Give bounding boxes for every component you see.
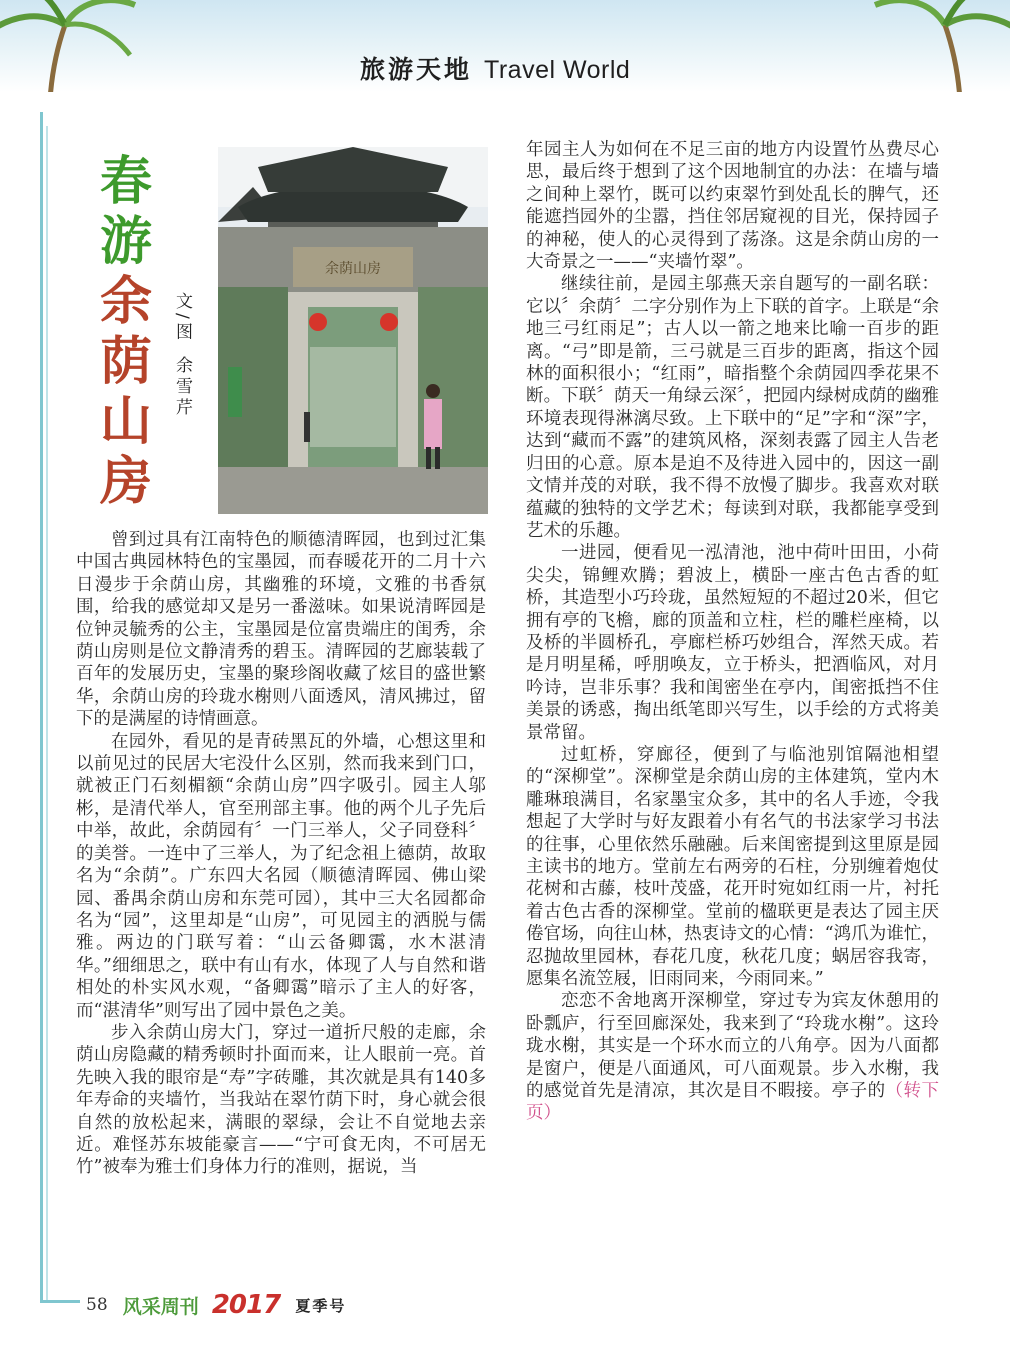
decorative-border-bar <box>40 1300 80 1303</box>
article-title-char: 春 <box>100 151 153 212</box>
continued-next-page-link[interactable]: （转下页） <box>526 1081 940 1124</box>
garden-gate-photo <box>218 147 488 514</box>
article-column-left <box>76 529 486 1179</box>
article-paragraph: 步入余荫山房大门，穿过一道折尺般的走廊，余荫山房隐藏的精秀顿时扑面而来，让人眼前一亮。首先映入我的眼帘是“寿”字砖雕，其次就是具有140多年寿命的夹墙竹，当我站在翠竹荫下时，身心就会很自然的放松起来，满眼的翠绿，会让不自觉地去亲近。难怪苏东坡能豪言——“宁可食无肉，不可居无竹”被奉为雅士们身体力行的准则，据说，当 <box>76 1022 486 1178</box>
article-title-char: 山 <box>100 391 153 452</box>
section-title <box>360 50 630 86</box>
article-title-char: 游 <box>100 211 153 272</box>
page-footer <box>86 1290 347 1320</box>
article-column-right <box>526 139 939 1125</box>
article-title-char: 荫 <box>100 331 153 392</box>
palm-tree-illustration <box>870 0 1010 92</box>
issue-year: 2017 <box>211 1290 281 1320</box>
article-paragraph: 继续往前，是园主邬燕天亲自题写的一副名联：它以〞余荫〞二字分别作为上下联的首字。上联是“余地三弓红雨足”；古人以一箭之地来比喻一百步的距离。“弓”即是箭，三弓就是三百步的距离，指这个园林的面积很小；“红雨”，暗指整个余荫园四季花果不断。下联〞荫天一角绿云深〞，把园内绿树成荫的幽雅环境表现得淋漓尽致。上下联中的“足”字和“深”字，达到“藏而不露”的建筑风格，深刻表露了园主人告老归田的心意。原本是迫不及待进入园中的，因这一副文情并茂的对联，我不得不放慢了脚步。我喜欢对联蕴藏的独特的文学艺术；每读到对联，我都能享受到艺术的乐趣。 <box>526 274 939 541</box>
article-photo <box>218 147 488 514</box>
section-title-en: Travel World <box>484 56 631 84</box>
article-paragraph: 一进园，便看见一泓清池，池中荷叶田田，小荷尖尖，锦鲤欢腾；碧波上，横卧一座古色古香的虹桥，其造型小巧玲珑，虽然短短的不超过20米，但它拥有亭的飞檐，廊的顶盖和立柱，栏的雕栏座椅，以及桥的半圆桥孔，亭廊栏桥巧妙组合，浑然天成。若是月明星稀，呼朋唤友，立于桥头，把酒临风，对月吟诗，岂非乐事？我和闺密坐在亭内，闺密抵挡不住美景的诱惑，掏出纸笔即兴写生，以手绘的方式将美景常留。 <box>526 543 939 743</box>
article-paragraph: 曾到过具有江南特色的顺德清晖园，也到过汇集中国古典园林特色的宝墨园，而春暖花开的二月十六日漫步于余荫山房，其幽雅的环境，文雅的书香氛围，给我的感觉却又是另一番滋味。如果说清晖园是位钟灵毓秀的公主，宝墨园是位富贵端庄的闺秀，余荫山房则是位文静清秀的碧玉。清晖园的艺廊装载了百年的发展历史，宝墨的聚珍阁收藏了炫目的盛世繁华，余荫山房的玲珑水榭则八面透风，清风拂过，留下的是满屋的诗情画意。 <box>76 530 486 730</box>
gate-signboard-text: 余荫山房 <box>325 261 381 277</box>
article-title <box>100 152 160 512</box>
issue-season: 夏季号 <box>295 1296 347 1315</box>
decorative-border-bar <box>40 112 43 1302</box>
person-figure <box>424 399 442 449</box>
magazine-name: 风采周刊 <box>122 1295 199 1318</box>
palm-tree-illustration <box>0 0 140 92</box>
red-lantern <box>309 313 327 331</box>
page-header-banner <box>0 0 1010 92</box>
article-paragraph <box>526 990 939 1124</box>
article-paragraph: 年园主人为如何在不足三亩的地方内设置竹丛费尽心思，最后终于想到了这个因地制宜的办法：在墙与墙之间种上翠竹，既可以约束翠竹到处乱长的脾气，还能遮挡园外的尘嚣，挡住邻居窥视的目光，保持园子的神秘，使人的心灵得到了荡涤。这是余荫山房的一大奇景之一——“夹墙竹翠”。 <box>526 140 939 273</box>
byline-label: 文/图 <box>172 292 192 344</box>
article-paragraph: 在园外，看见的是青砖黑瓦的外墙，心想这里和以前见过的民居大宅没什么区别，然而我来到门口，就被正门石刻楣额“余荫山房”四字吸引。园主人邬彬，是清代举人，官至刑部主事。他的两个儿子先后中举，故此，余荫园有〞一门三举人，父子同登科〞的美誉。一连中了三举人，为了纪念祖上德荫，故取名为“余荫”。广东四大名园（顺德清晖园、佛山梁园、番禺余荫山房和东莞可园），其中三大名园都命名为“园”，这里却是“山房”，可见园主的洒脱与儒雅。两边的门联写着：“山云备卿霭，水木湛清华。”细细思之，联中有山有水，体现了人与自然和谐相处的朴实风水观，“备卿霭”暗示了主人的好客，而“湛清华”则写出了园中景色之美。 <box>76 731 486 1021</box>
section-title-cn: 旅游天地 <box>360 55 473 84</box>
article-paragraph: 过虹桥，穿廊径，便到了与临池别馆隔池相望的“深柳堂”。深柳堂是余荫山房的主体建筑，堂内木雕琳琅满目，名家墨宝众多，其中的名人手迹，令我想起了大学时与好友跟着小有名气的书法家学习书法的往事，心里依然乐融融。后来闺密提到这里原是园主读书的地方。堂前左右两旁的石柱，分别缠着炮仗花树和古藤，枝叶茂盛，花开时宛如红雨一片，衬托着古色古香的深柳堂。堂前的楹联更是表达了园主厌倦官场，向往山林，热衷诗文的心情：“鸿爪为谁忙，忍抛故里园林，春花几度，秋花几度；蜗居容我寄，愿集名流笠屐，旧雨同来，今雨同来。” <box>526 744 939 990</box>
page-number: 58 <box>86 1295 108 1315</box>
article-paragraph-text: 恋恋不舍地离开深柳堂，穿过专为宾友休憩用的卧瓢庐，行至回廊深处，我来到了“玲珑水榭”。这玲珑水榭，其实是一个环水而立的八角亭。因为八面都是窗户，便是八面通风，可八面观景。步入水榭，我的感觉首先是清凉，其次是目不暇接。亭子的 <box>526 991 939 1102</box>
article-title-char: 余 <box>100 271 153 332</box>
decorative-border-bar <box>46 126 48 1302</box>
visitor-figure <box>304 412 310 442</box>
red-lantern <box>380 313 398 331</box>
article-title-char: 房 <box>100 451 153 512</box>
byline-author: 余雪芹 <box>172 356 192 419</box>
